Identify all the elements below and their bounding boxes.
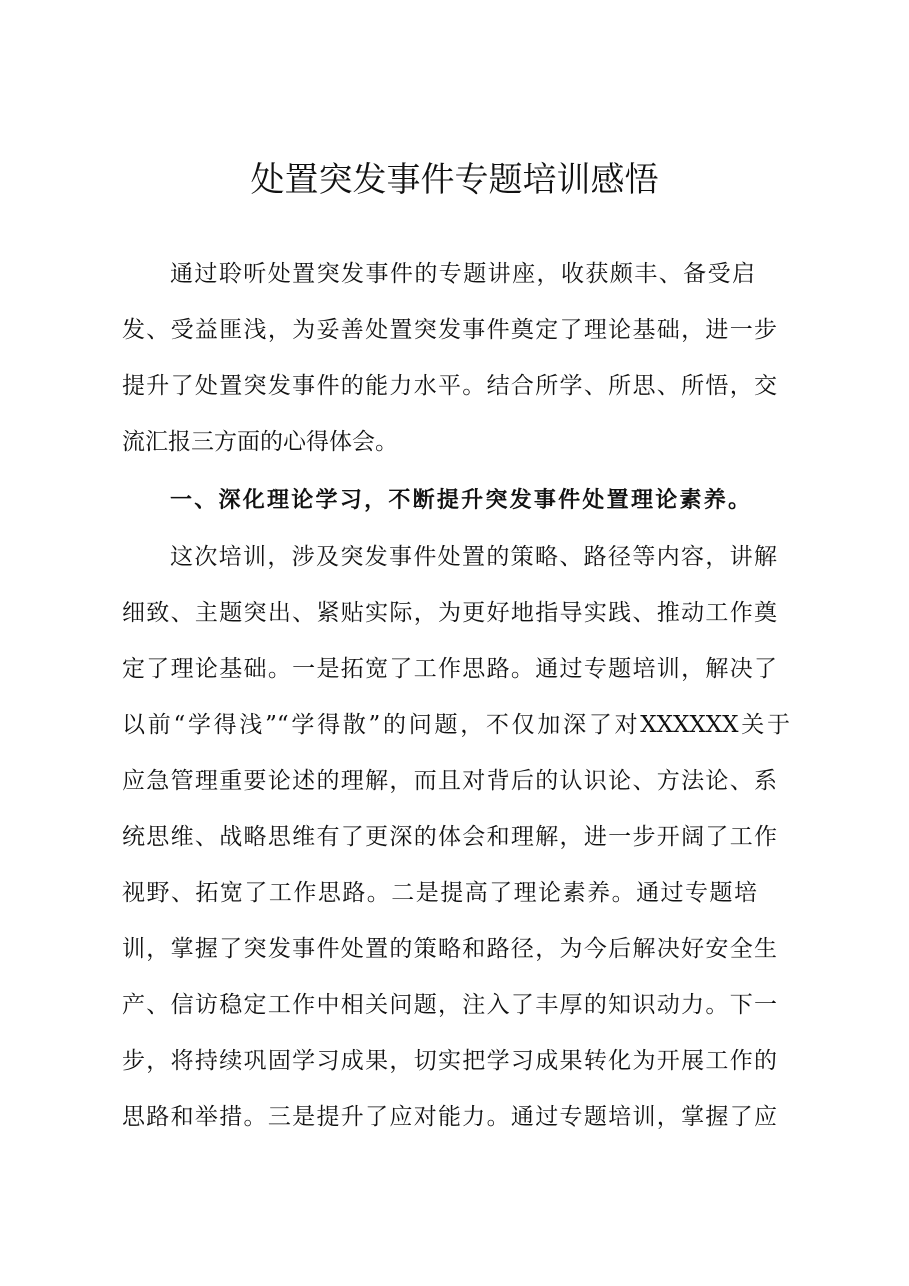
paragraph-2-line-10: 步，将持续巩固学习成果，切实把学习成果转化为开展工作的 — [122, 1048, 777, 1074]
paragraph-2-line-2: 细致、主题突出、紧贴实际，为更好地指导实践、推动工作奠 — [122, 600, 777, 626]
document-title: 处置突发事件专题培训感悟 — [250, 160, 659, 200]
paragraph-1-line-2: 发、受益匪浅，为妥善处置突发事件奠定了理论基础，进一步 — [122, 317, 777, 343]
paragraph-2-line-7: 视野、拓宽了工作思路。二是提高了理论素养。通过专题培 — [122, 880, 757, 906]
paragraph-2-line-6: 统思维、战略思维有了更深的体会和理解，进一步开阔了工作 — [122, 824, 777, 850]
paragraph-2-line-11: 思路和举措。三是提升了应对能力。通过专题培训，掌握了应 — [122, 1104, 777, 1130]
paragraph-1-line-1: 通过聆听处置突发事件的专题讲座，收获颇丰、备受启 — [170, 261, 755, 287]
paragraph-2-line-4: 以前“学得浅”“学得散”的问题，不仅加深了对XXXXXX关于 — [122, 712, 790, 738]
paragraph-1-line-3: 提升了处置突发事件的能力水平。结合所学、所思、所悟，交 — [122, 373, 777, 399]
paragraph-2-line-8: 训，掌握了突发事件处置的策略和路径，为今后解决好安全生 — [122, 936, 777, 962]
paragraph-2-line-5: 应急管理重要论述的理解，而且对背后的认识论、方法论、系 — [122, 768, 777, 794]
section-heading-1: 一、深化理论学习，不断提升突发事件处置理论素养。 — [170, 488, 750, 513]
paragraph-2-line-1: 这次培训，涉及突发事件处置的策略、路径等内容，讲解 — [170, 544, 777, 570]
paragraph-2-line-9: 产、信访稳定工作中相关问题，注入了丰厚的知识动力。下一 — [122, 992, 777, 1018]
paragraph-1-line-4: 流汇报三方面的心得体会。 — [122, 429, 398, 455]
paragraph-2-line-3: 定了理论基础。一是拓宽了工作思路。通过专题培训，解决了 — [122, 656, 777, 682]
